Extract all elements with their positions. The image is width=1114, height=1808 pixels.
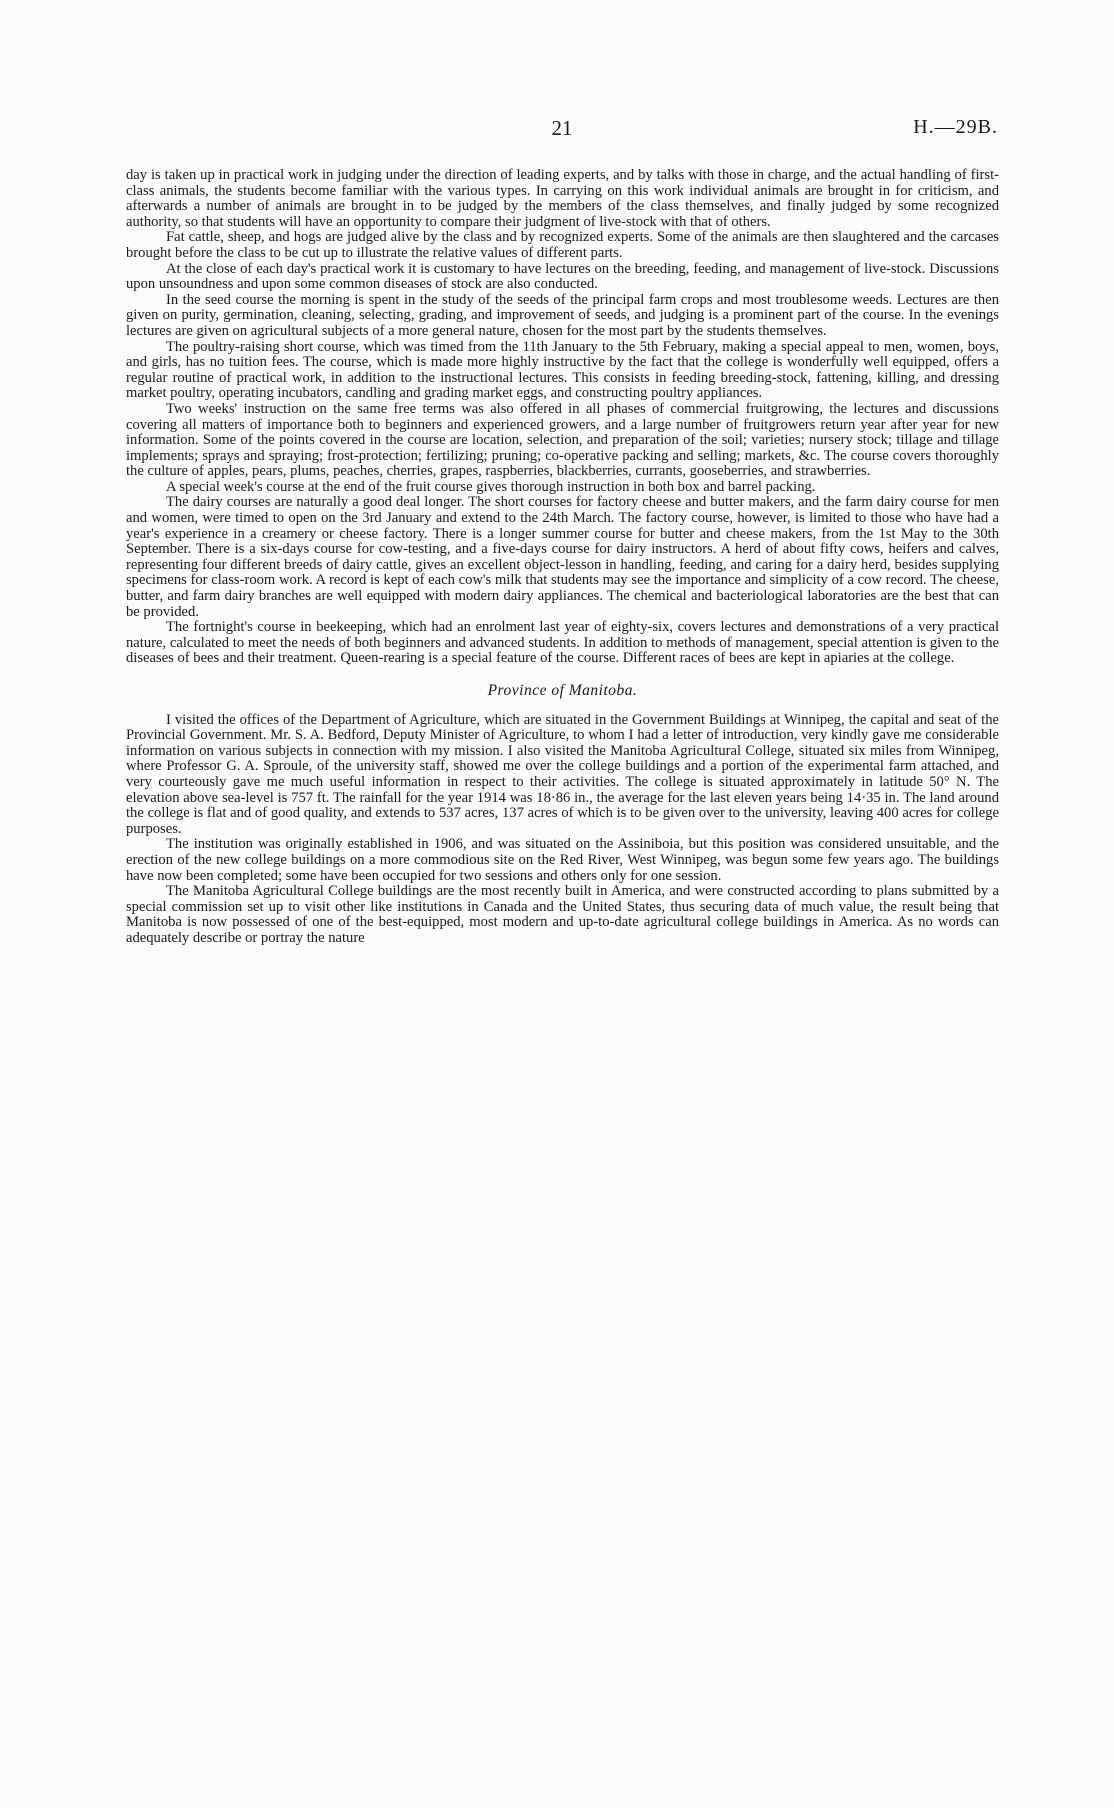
page-number: 21 <box>551 116 573 140</box>
document-body <box>126 168 999 947</box>
paragraph: I visited the offices of the Department of Agriculture, which are situated in the Government Buildings at Winnipeg, the capital and seat of the Provincial Government. Mr. S. A. Bedford, Deputy Minister of Agriculture, to whom I had a letter of introduction, very kindly gave me considerable information on various subjects in connection with my mission. I also visited the Manitoba Agricultural College, situated six miles from Winnipeg, where Professor G. A. Sproule, of the university staff, showed me over the college buildings and a portion of the experimental farm attached, and very courteously gave me much useful information in respect to their activities. The college is situated approximately in latitude 50° N. The elevation above sea-level is 757 ft. The rainfall for the year 1914 was 18·86 in., the average for the last eleven years being 14·35 in. The land around the college is flat and of good quality, and extends to 537 acres, 137 acres of which is to be given over to the university, leaving 400 acres for college purposes. <box>126 711 999 837</box>
paragraph: The poultry-raising short course, which was timed from the 11th January to the 5th February, making a special appeal to men, women, boys, and girls, has no tuition fees. The course, which is made more highly instructive by the fact that the college is wonderfully well equipped, offers a regular routine of practical work, in addition to the instructional lectures. This consists in feeding breeding-stock, fattening, killing, and dressing market poultry, operating incubators, candling and grading market eggs, and constructing poultry appliances. <box>126 338 999 402</box>
section-heading: Province of Manitoba. <box>487 682 638 699</box>
paragraph: Fat cattle, sheep, and hogs are judged alive by the class and by recognized experts. Some of the animals are then slaughtered and the carcases brought before the class to be cut up to illustrate the relative values of different parts. <box>126 229 999 261</box>
paragraph: The fortnight's course in beekeeping, which had an enrolment last year of eighty-six, covers lectures and demonstrations of a very practical nature, calculated to meet the needs of both beginners and advanced students. In addition to methods of management, special attention is given to the diseases of bees and their treatment. Queen-rearing is a special feature of the course. Different races of bees are kept in apiaries at the college. <box>126 619 999 667</box>
paragraph: In the seed course the morning is spent in the study of the seeds of the principal farm crops and most troublesome weeds. Lectures are then given on purity, germination, cleaning, selecting, grading, and improvement of seeds, and judging is a prominent part of the course. In the evenings lectures are given on agricultural subjects of a more general nature, chosen for the most part by the students themselves. <box>126 291 999 339</box>
page-header <box>126 116 998 150</box>
paragraph: At the close of each day's practical work it is customary to have lectures on the breeding, feeding, and management of live-stock. Discussions upon unsoundness and upon some common diseases of stock are also conducted. <box>126 260 999 293</box>
paragraph: day is taken up in practical work in judging under the direction of leading experts, and by talks with those in charge, and the actual handling of first-class animals, the students become familiar with the various types. In carrying on this work individual animals are brought in for criticism, and afterwards a number of animals are brought in to be judged by the members of the class themselves, and finally judged by some recognized authority, so that students will have an opportunity to compare their judgment of live-stock with that of others. <box>126 167 999 230</box>
paragraph: The Manitoba Agricultural College buildings are the most recently built in America, and were constructed according to plans submitted by a special commission set up to visit other like institutions in Canada and the United States, thus securing data of much value, the result being that Manitoba is now possessed of one of the best-equipped, most modern and up-to-date agricultural college buildings in America. As no words can adequately describe or portray the nature <box>126 883 999 946</box>
paragraph: A special week's course at the end of the fruit course gives thorough instruction in both box and barrel packing. <box>166 478 816 495</box>
document-reference: H.—29B. <box>913 116 998 138</box>
paragraph: The institution was originally established in 1906, and was situated on the Assiniboia, but this position was considered unsuitable, and the erection of the new college buildings on a more commodious site on the Red River, West Winnipeg, was begun some few years ago. The buildings have now been completed; some have been occupied for two sessions and others only for one session. <box>126 836 999 884</box>
paragraph: The dairy courses are naturally a good deal longer. The short courses for factory cheese and butter makers, and the farm dairy course for men and women, were timed to open on the 3rd January and extend to the 24th March. The factory course, however, is limited to those who have had a year's experience in a creamery or cheese factory. There is a longer summer course for butter and cheese makers, from the 1st May to the 30th September. There is a six-days course for cow-testing, and a five-days course for dairy instructors. A herd of about fifty cows, heifers and calves, representing four different breeds of dairy cattle, gives an excellent object-lesson in handling, feeding, and caring for a dairy herd, besides supplying specimens for class-room work. A record is kept of each cow's milk that students may see the importance and simplicity of a cow record. The cheese, butter, and farm dairy branches are well equipped with modern dairy appliances. The chemical and bacteriological laboratories are the best that can be provided. <box>126 494 999 620</box>
paragraph: Two weeks' instruction on the same free terms was also offered in all phases of commercial fruitgrowing, the lectures and discussions covering all matters of importance both to beginners and experienced growers, and a large number of fruitgrowers return year after year for new information. Some of the points covered in the course are location, selection, and preparation of the soil; varieties; nursery stock; tillage and tillage implements; sprays and spraying; frost-protection; fertilizing; pruning; co-operative packing and selling; markets, &c. The course covers thoroughly the culture of apples, pears, plums, peaches, cherries, grapes, raspberries, blackberries, currants, gooseberries, and strawberries. <box>126 400 999 480</box>
